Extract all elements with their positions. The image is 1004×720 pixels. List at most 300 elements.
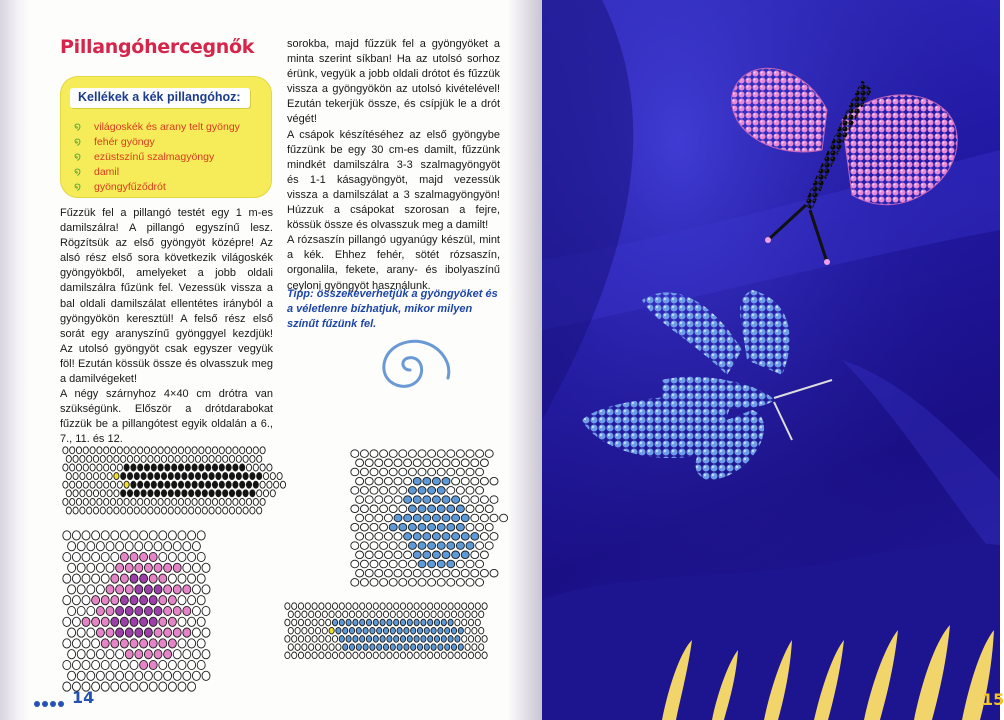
bead xyxy=(124,481,129,488)
bead xyxy=(461,533,469,541)
bead xyxy=(188,552,196,561)
bead xyxy=(92,574,100,583)
bead xyxy=(394,496,402,504)
bead xyxy=(480,551,488,559)
bead xyxy=(77,606,85,615)
bead xyxy=(380,603,385,610)
bead xyxy=(226,498,231,505)
bead xyxy=(72,617,80,626)
bead xyxy=(168,473,173,480)
bead xyxy=(437,450,445,458)
bead xyxy=(120,531,128,540)
page-number: 14 xyxy=(72,688,95,707)
bead xyxy=(394,551,402,559)
bead xyxy=(87,585,95,594)
bead xyxy=(100,455,105,462)
bead xyxy=(197,596,205,605)
bead xyxy=(375,569,383,577)
bead xyxy=(161,455,166,462)
bead xyxy=(332,619,337,626)
bead xyxy=(257,490,262,497)
bead xyxy=(312,619,317,626)
bead xyxy=(70,481,75,488)
bead xyxy=(366,652,371,659)
bead xyxy=(476,450,484,458)
bead xyxy=(148,507,153,514)
bead xyxy=(172,447,177,454)
bead xyxy=(336,644,341,651)
bead xyxy=(68,628,76,637)
bead xyxy=(373,652,378,659)
bead xyxy=(360,542,368,550)
bead xyxy=(130,552,138,561)
bead xyxy=(63,682,71,691)
bead xyxy=(240,481,245,488)
supply-item: ໑ damil xyxy=(74,166,120,178)
bead xyxy=(360,505,368,513)
bead xyxy=(199,481,204,488)
bead xyxy=(475,636,480,643)
bead xyxy=(339,652,344,659)
bead xyxy=(144,447,149,454)
bead xyxy=(92,617,100,626)
bead xyxy=(394,619,399,626)
bead xyxy=(168,552,176,561)
bead xyxy=(428,523,436,531)
bead xyxy=(250,490,255,497)
bead xyxy=(63,574,71,583)
bead xyxy=(178,552,186,561)
bead xyxy=(315,644,320,651)
bead xyxy=(365,533,373,541)
bead xyxy=(223,490,228,497)
bead xyxy=(447,579,455,587)
bead xyxy=(480,459,488,467)
bead xyxy=(124,498,129,505)
bead xyxy=(423,459,431,467)
bead xyxy=(413,533,421,541)
bead xyxy=(130,660,138,669)
bead xyxy=(418,560,426,568)
bead xyxy=(302,644,307,651)
bead xyxy=(421,652,426,659)
bead xyxy=(206,464,211,471)
bead xyxy=(96,585,104,594)
bead xyxy=(312,652,317,659)
bead xyxy=(456,560,464,568)
bead xyxy=(389,450,397,458)
bead xyxy=(192,563,200,572)
bead xyxy=(432,533,440,541)
bead xyxy=(106,628,114,637)
bead xyxy=(135,606,143,615)
bead xyxy=(373,619,378,626)
bead xyxy=(159,552,167,561)
bead xyxy=(343,627,348,634)
bead xyxy=(104,498,109,505)
bead xyxy=(380,468,388,476)
bead xyxy=(219,464,224,471)
bead xyxy=(219,498,224,505)
bead xyxy=(482,652,487,659)
paragraph: Fűzzük fel a pillangó testét egy 1 m-es damilszálra! A pillangó egyszínű lesz. Rögzítsük az első gyöngyöt középre! Az alsó rész első sora következik világoskék gyöngyökből, amelyeket a jobb oldali damilszálra fűzünk fel. Vezessük vissza a bal oldali damilszálat ellentétes irányból a gyöngyökön keresztül! A felső rész első sorát egy aranyszínű gyönggyel kezdjük! Az utolsó gyöngyöt csak egyszer vegyük föl! Ezután kössük össze és olvasszuk meg a damilvégeket! xyxy=(60,207,273,386)
bead xyxy=(175,455,180,462)
page-title: Pillangóhercegnők xyxy=(60,36,255,58)
bead xyxy=(399,542,407,550)
bead xyxy=(253,481,258,488)
bead xyxy=(111,596,119,605)
bead xyxy=(476,468,484,476)
bead xyxy=(80,507,85,514)
bead xyxy=(394,533,402,541)
bead xyxy=(441,652,446,659)
bead xyxy=(164,585,172,594)
bead xyxy=(377,611,382,618)
bead xyxy=(82,660,90,669)
bead xyxy=(365,551,373,559)
bead xyxy=(173,585,181,594)
bead xyxy=(400,636,405,643)
bead xyxy=(178,639,186,648)
bead xyxy=(441,636,446,643)
bead xyxy=(445,611,450,618)
bead xyxy=(183,585,191,594)
page-edge xyxy=(0,0,30,720)
bead xyxy=(101,682,109,691)
bead xyxy=(389,487,397,495)
bead xyxy=(442,533,450,541)
bead xyxy=(298,652,303,659)
bead xyxy=(168,617,176,626)
bead xyxy=(411,611,416,618)
bead xyxy=(356,459,364,467)
bead xyxy=(178,574,186,583)
bead xyxy=(149,552,157,561)
bead xyxy=(404,459,412,467)
bead xyxy=(141,507,146,514)
bead xyxy=(479,627,484,634)
bead xyxy=(164,606,172,615)
bead xyxy=(408,542,416,550)
bead xyxy=(144,563,152,572)
bead xyxy=(197,552,205,561)
bead xyxy=(411,627,416,634)
bead xyxy=(424,611,429,618)
bead xyxy=(155,473,160,480)
bead xyxy=(407,619,412,626)
bead xyxy=(397,611,402,618)
bead xyxy=(270,490,275,497)
bead xyxy=(471,496,479,504)
bead xyxy=(178,531,186,540)
bead xyxy=(370,579,378,587)
bead xyxy=(288,644,293,651)
bead xyxy=(70,498,75,505)
bead xyxy=(389,579,397,587)
bead xyxy=(442,459,450,467)
bead xyxy=(63,596,71,605)
bead xyxy=(197,574,205,583)
bead xyxy=(185,498,190,505)
bead xyxy=(472,611,477,618)
bead xyxy=(63,552,71,561)
bead xyxy=(471,514,479,522)
bead xyxy=(144,498,149,505)
bead xyxy=(96,628,104,637)
bead xyxy=(106,563,114,572)
bead xyxy=(285,652,290,659)
bead xyxy=(366,619,371,626)
bead xyxy=(353,636,358,643)
bead xyxy=(413,551,421,559)
bead xyxy=(353,619,358,626)
bead xyxy=(144,628,152,637)
bead xyxy=(144,585,152,594)
bead xyxy=(434,636,439,643)
bead xyxy=(370,487,378,495)
bead xyxy=(351,560,359,568)
bead xyxy=(182,507,187,514)
bead xyxy=(155,507,160,514)
supply-item: ໑ fehér gyöngy xyxy=(74,136,155,148)
bead xyxy=(178,447,183,454)
bead xyxy=(485,505,493,513)
bead xyxy=(404,514,412,522)
bead xyxy=(423,496,431,504)
bead xyxy=(414,619,419,626)
bead xyxy=(80,455,85,462)
bead xyxy=(380,579,388,587)
bead xyxy=(116,606,124,615)
bead xyxy=(90,464,95,471)
bead xyxy=(87,507,92,514)
bead xyxy=(466,487,474,495)
bead xyxy=(366,603,371,610)
bead xyxy=(346,619,351,626)
bead xyxy=(195,507,200,514)
bead xyxy=(199,464,204,471)
bead xyxy=(77,628,85,637)
bead xyxy=(202,473,207,480)
bead xyxy=(90,481,95,488)
bead xyxy=(164,650,172,659)
bead xyxy=(351,523,359,531)
bead xyxy=(305,603,310,610)
bead xyxy=(394,514,402,522)
bead xyxy=(365,569,373,577)
bead xyxy=(428,560,436,568)
bead xyxy=(92,639,100,648)
bead xyxy=(240,464,245,471)
bead xyxy=(360,579,368,587)
bead xyxy=(399,505,407,513)
bead xyxy=(130,596,138,605)
blue-body-bead-pattern xyxy=(282,600,497,660)
bead xyxy=(377,644,382,651)
bead xyxy=(407,652,412,659)
bead xyxy=(116,563,124,572)
bead xyxy=(110,498,115,505)
supply-item: ໑ gyöngyfűződrót xyxy=(74,181,166,193)
bead xyxy=(475,652,480,659)
supply-item: ໑ ezüstszínű szalmagyöngy xyxy=(74,151,215,163)
bead xyxy=(183,563,191,572)
bead xyxy=(458,644,463,651)
bead xyxy=(448,636,453,643)
bead xyxy=(120,596,128,605)
book-gutter xyxy=(508,0,542,720)
bead xyxy=(148,473,153,480)
bead xyxy=(468,619,473,626)
bead xyxy=(197,617,205,626)
bead xyxy=(250,455,255,462)
bead xyxy=(360,450,368,458)
bead xyxy=(432,551,440,559)
bead xyxy=(87,455,92,462)
bead xyxy=(365,459,373,467)
bead xyxy=(70,447,75,454)
bead xyxy=(236,507,241,514)
bead xyxy=(107,490,112,497)
bead xyxy=(490,496,498,504)
bead xyxy=(257,473,262,480)
bead xyxy=(76,447,81,454)
bead xyxy=(121,455,126,462)
bead xyxy=(373,636,378,643)
bead xyxy=(298,603,303,610)
bead xyxy=(468,603,473,610)
bead xyxy=(292,603,297,610)
bead xyxy=(408,487,416,495)
bead xyxy=(411,644,416,651)
bead xyxy=(295,611,300,618)
bead xyxy=(183,671,191,680)
bead xyxy=(165,447,170,454)
bead xyxy=(114,490,119,497)
bead xyxy=(172,464,177,471)
bead xyxy=(384,514,392,522)
bead xyxy=(370,468,378,476)
bead xyxy=(120,660,128,669)
bead xyxy=(125,628,133,637)
bead xyxy=(428,505,436,513)
bead xyxy=(434,619,439,626)
bead xyxy=(476,487,484,495)
bead xyxy=(195,473,200,480)
bead xyxy=(309,644,314,651)
bead xyxy=(404,644,409,651)
bead xyxy=(243,455,248,462)
bead xyxy=(437,579,445,587)
bead xyxy=(319,603,324,610)
bead xyxy=(408,468,416,476)
bead xyxy=(462,619,467,626)
bead xyxy=(125,650,133,659)
bead xyxy=(134,490,139,497)
bead xyxy=(159,617,167,626)
bead xyxy=(158,464,163,471)
bead xyxy=(144,671,152,680)
bead xyxy=(326,652,331,659)
bead xyxy=(383,611,388,618)
bead xyxy=(140,682,148,691)
bead xyxy=(360,619,365,626)
bead xyxy=(77,585,85,594)
bead xyxy=(96,563,104,572)
bead xyxy=(445,644,450,651)
bead xyxy=(104,447,109,454)
bead xyxy=(332,603,337,610)
bead xyxy=(183,606,191,615)
bead xyxy=(360,652,365,659)
bead xyxy=(418,523,426,531)
bead xyxy=(164,671,172,680)
bead xyxy=(476,523,484,531)
bead xyxy=(138,481,143,488)
bead xyxy=(243,507,248,514)
bead xyxy=(260,464,265,471)
bead xyxy=(438,611,443,618)
bead xyxy=(124,447,129,454)
bead xyxy=(363,644,368,651)
bead xyxy=(437,487,445,495)
bead xyxy=(83,498,88,505)
bead xyxy=(428,636,433,643)
bead xyxy=(418,542,426,550)
bead xyxy=(101,639,109,648)
bead xyxy=(349,644,354,651)
bead xyxy=(375,551,383,559)
bead xyxy=(101,552,109,561)
bead xyxy=(120,682,128,691)
bead xyxy=(349,627,354,634)
bead xyxy=(120,617,128,626)
bead xyxy=(159,596,167,605)
bead xyxy=(257,455,262,462)
bead xyxy=(151,481,156,488)
bead xyxy=(168,596,176,605)
bead xyxy=(462,636,467,643)
bead xyxy=(72,660,80,669)
bead xyxy=(72,552,80,561)
bead xyxy=(404,551,412,559)
bead xyxy=(315,611,320,618)
bead xyxy=(260,481,265,488)
bead xyxy=(437,523,445,531)
bead xyxy=(452,496,460,504)
bead xyxy=(185,464,190,471)
bead xyxy=(417,611,422,618)
bead xyxy=(216,473,221,480)
bead xyxy=(117,464,122,471)
bead xyxy=(140,531,148,540)
bead xyxy=(312,636,317,643)
bead xyxy=(158,498,163,505)
bead xyxy=(68,650,76,659)
bead xyxy=(121,490,126,497)
bead xyxy=(127,473,132,480)
bead xyxy=(149,574,157,583)
bead xyxy=(185,481,190,488)
bead xyxy=(202,650,210,659)
bead xyxy=(442,569,450,577)
bead xyxy=(130,639,138,648)
bead xyxy=(195,455,200,462)
bead xyxy=(116,585,124,594)
bead xyxy=(476,542,484,550)
bead xyxy=(159,682,167,691)
bead xyxy=(209,473,214,480)
